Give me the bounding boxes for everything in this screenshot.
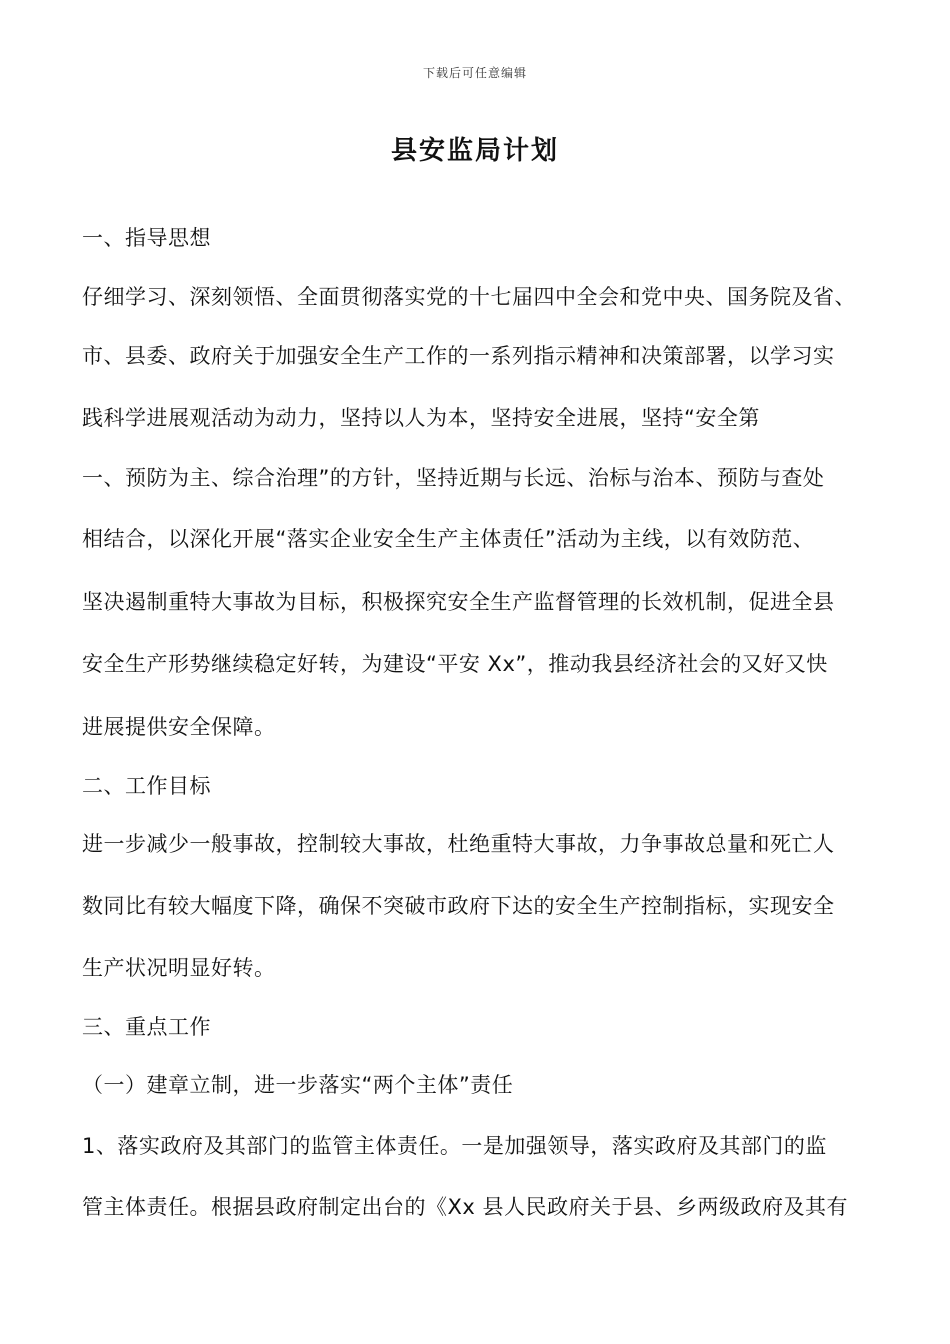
paragraph-line: 数同比有较大幅度下降，确保不突破市政府下达的安全生产控制指标，实现安全	[82, 894, 835, 918]
paragraph-line: 一、预防为主、综合治理”的方针，坚持近期与长远、治标与治本、预防与查处	[82, 466, 825, 490]
subsection-heading: （一）建章立制，进一步落实“两个主体”责任	[82, 1073, 514, 1097]
paragraph-line: 市、县委、政府关于加强安全生产工作的一系列指示精神和决策部署，以学习实	[82, 344, 835, 368]
paragraph-line: 安全生产形势继续稳定好转，为建设“平安 Xx”，推动我县经济社会的又好又快	[82, 652, 828, 676]
section-heading-guiding-ideology: 一、指导思想	[82, 226, 211, 250]
paragraph-line: 生产状况明显好转。	[82, 956, 276, 980]
paragraph-line: 相结合，以深化开展“落实企业安全生产主体责任”活动为主线，以有效防范、	[82, 527, 815, 551]
paragraph-line: 仔细学习、深刻领悟、全面贯彻落实党的十七届四中全会和党中央、国务院及省、	[82, 285, 856, 309]
paragraph-line: 进一步减少一般事故，控制较大事故，杜绝重特大事故，力争事故总量和死亡人	[82, 832, 835, 856]
header-note: 下载后可任意编辑	[422, 66, 527, 80]
paragraph-line: 践科学进展观活动为动力，坚持以人为本，坚持安全进展，坚持“安全第	[82, 406, 760, 430]
paragraph-line: 管主体责任。根据县政府制定出台的《Xx 县人民政府关于县、乡两级政府及其有	[82, 1195, 848, 1219]
paragraph-line: 坚决遏制重特大事故为目标，积极探究安全生产监督管理的长效机制，促进全县	[82, 590, 835, 614]
paragraph-line: 1、落实政府及其部门的监管主体责任。一是加强领导，落实政府及其部门的监	[82, 1134, 827, 1158]
document-title: 县安监局计划	[390, 136, 559, 166]
section-heading-work-goals: 二、工作目标	[82, 774, 211, 798]
paragraph-line: 进展提供安全保障。	[82, 715, 276, 739]
section-heading-key-work: 三、重点工作	[82, 1015, 211, 1039]
